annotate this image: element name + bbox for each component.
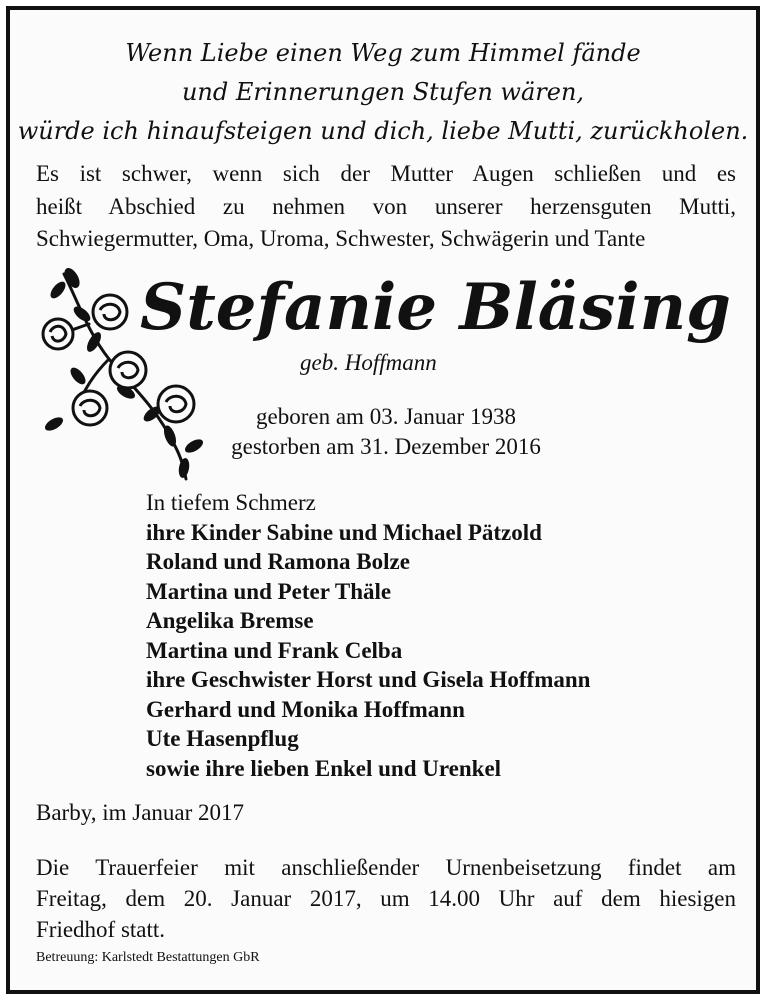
maiden-name: geb. Hoffmann [300,350,437,375]
mourner-entry: Roland und Ramona Bolze [146,549,410,574]
intro-line: Es ist schwer, wenn sich der Mutter Augen schließen und es [36,161,736,186]
deceased-name: Stefanie Bläsing [140,270,731,345]
intro-line: Schwiegermutter, Oma, Uroma, Schwester, Schwägerin und Tante [36,226,646,251]
intro-line: heißt Abschied zu nehmen von unserer herzensguten Mutti, [36,193,736,219]
service-line: Friedhof statt. [36,917,166,942]
poem-line: Wenn Liebe einen Weg zum Himmel fände [125,39,641,67]
poem-line: würde ich hinaufsteigen und dich, liebe Mutti, zurückholen. [17,117,749,145]
poem-line: und Erinnerungen Stufen wären, [181,78,585,106]
service-line: Die Trauerfeier mit anschließender Urnenbeisetzung findet am [36,855,736,880]
mourner-entry: Ute Hasenpflug [146,726,299,751]
birth-date: geboren am 03. Januar 1938 [256,404,516,429]
obituary-notice [6,6,760,994]
life-dates [206,402,566,462]
mourner-entry: ihre Geschwister Horst und Gisela Hoffmann [146,667,591,692]
funeral-home-credit: Betreuung: Karlstedt Bestattungen GbR [36,950,260,965]
death-date: gestorben am 31. Dezember 2016 [231,434,541,459]
poem [10,34,756,151]
service-info [36,852,736,945]
mourners-list [146,488,590,783]
mourners-heading: In tiefem Schmerz [146,490,316,515]
mourner-entry: Martina und Frank Celba [146,637,403,663]
mourner-entry: sowie ihre lieben Enkel und Urenkel [146,755,502,781]
mourner-entry: Gerhard und Monika Hoffmann [146,696,465,722]
mourner-entry: ihre Kinder Sabine und Michael Pätzold [146,519,542,545]
mourner-entry: Angelika Bremse [146,608,314,633]
intro-text [36,158,736,256]
place-date: Barby, im Januar 2017 [36,800,245,825]
service-line: Freitag, dem 20. Januar 2017, um 14.00 Uhr auf dem hiesigen [36,886,736,911]
mourner-entry: Martina und Peter Thäle [146,578,392,604]
